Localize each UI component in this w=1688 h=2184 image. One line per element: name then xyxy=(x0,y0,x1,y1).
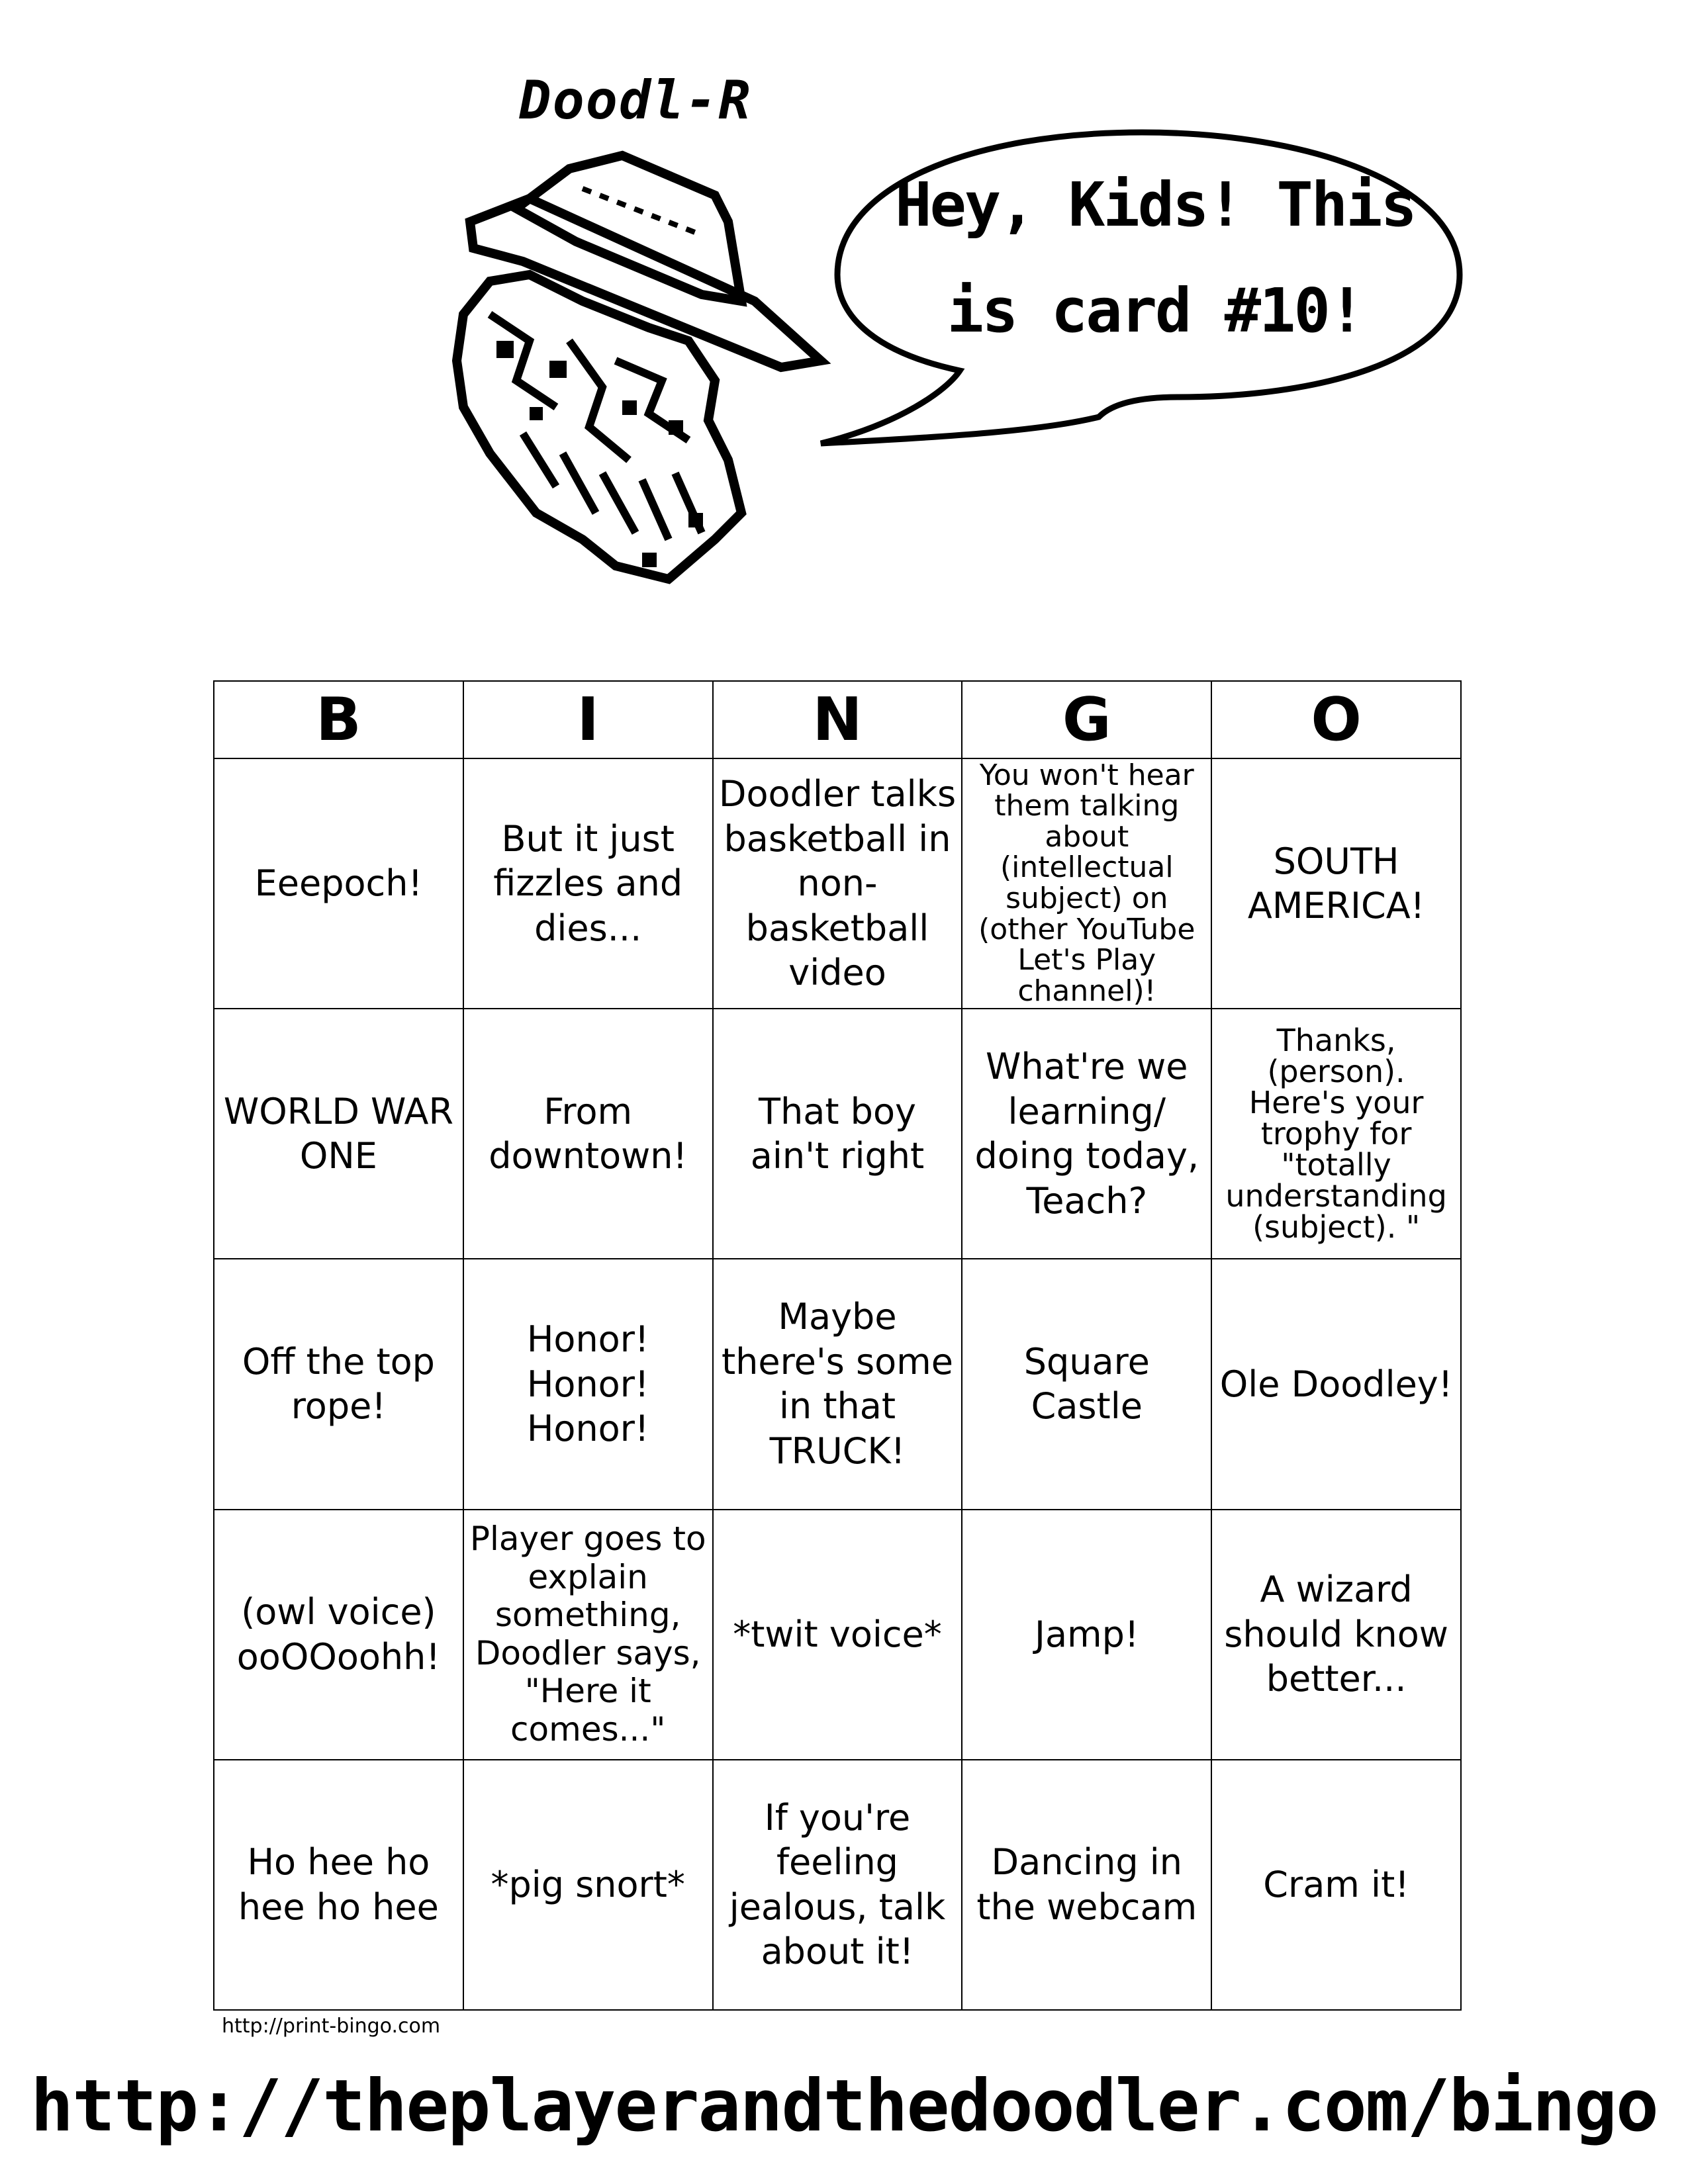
bingo-cell: You won't hear them talking about (intellectual subject) on (other YouTube Let's Play channel)! xyxy=(962,758,1211,1009)
bingo-cell: If you're feeling jealous, talk about it! xyxy=(713,1760,962,2010)
bingo-cell: Off the top rope! xyxy=(214,1259,463,1509)
bingo-cell: Dancing in the webcam xyxy=(962,1760,1211,2010)
bingo-cell: Ole Doodley! xyxy=(1211,1259,1461,1509)
bingo-cell: *twit voice* xyxy=(713,1510,962,1760)
bingo-cell: Cram it! xyxy=(1211,1760,1461,2010)
bingo-row xyxy=(214,758,1461,1009)
bingo-cell: WORLD WAR ONE xyxy=(214,1009,463,1259)
bingo-card xyxy=(213,680,1462,2011)
bingo-cell: Doodler talks basketball in non-basketball video xyxy=(713,758,962,1009)
bingo-cell: Square Castle xyxy=(962,1259,1211,1509)
logo-text: Doodl-R xyxy=(519,69,752,131)
bingo-cell: Ho hee ho hee ho hee xyxy=(214,1760,463,2010)
bingo-cell: *pig snort* xyxy=(463,1760,713,2010)
bingo-cell: Maybe there's some in that TRUCK! xyxy=(713,1259,962,1509)
bingo-row xyxy=(214,1510,1461,1760)
bingo-cell: Honor! Honor! Honor! xyxy=(463,1259,713,1509)
print-bingo-credit[interactable]: http://print-bingo.com xyxy=(222,2015,441,2038)
bingo-header-row xyxy=(214,681,1461,758)
bingo-cell: A wizard should know better... xyxy=(1211,1510,1461,1760)
bingo-cell: But it just fizzles and dies... xyxy=(463,758,713,1009)
bingo-cell: Jamp! xyxy=(962,1510,1211,1760)
column-header-n: N xyxy=(713,681,962,758)
column-header-g: G xyxy=(962,681,1211,758)
mascot-illustration xyxy=(450,142,834,606)
bingo-cell: Eeepoch! xyxy=(214,758,463,1009)
bingo-cell: From downtown! xyxy=(463,1009,713,1259)
speech-bubble-text xyxy=(874,152,1436,364)
website-url[interactable]: http://theplayerandthedoodler.com/bingo xyxy=(30,2065,1658,2148)
bingo-cell: What're we learning/ doing today, Teach? xyxy=(962,1009,1211,1259)
speech-line-1: Hey, Kids! This xyxy=(895,169,1415,240)
bingo-cell: Player goes to explain something, Doodler says, "Here it comes..." xyxy=(463,1510,713,1760)
bingo-row xyxy=(214,1009,1461,1259)
bingo-row xyxy=(214,1259,1461,1509)
column-header-o: O xyxy=(1211,681,1461,758)
bingo-cell: That boy ain't right xyxy=(713,1009,962,1259)
bingo-cell: (owl voice) ooOOoohh! xyxy=(214,1510,463,1760)
column-header-i: I xyxy=(463,681,713,758)
bingo-row xyxy=(214,1760,1461,2010)
bingo-cell: Thanks, (person). Here's your trophy for "totally understanding (subject). " xyxy=(1211,1009,1461,1259)
speech-line-2: is card #10! xyxy=(947,275,1364,346)
column-header-b: B xyxy=(214,681,463,758)
bingo-cell: SOUTH AMERICA! xyxy=(1211,758,1461,1009)
